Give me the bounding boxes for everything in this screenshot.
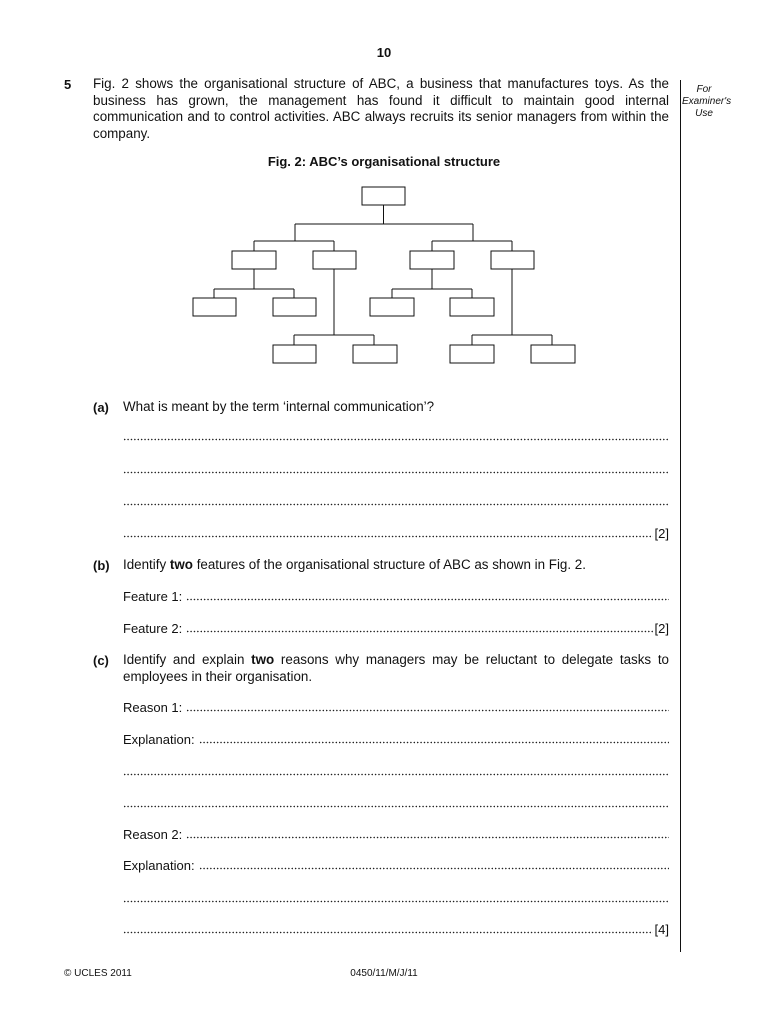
org-box-level2-2 [313,251,356,269]
reason-2-label: Reason 2: [123,827,183,842]
explanation-2-label: Explanation: [123,858,195,873]
marks-label: [2] [654,526,669,541]
org-box-level2-4 [491,251,534,269]
marks-label: [2] [654,621,669,636]
footer-copyright: © UCLES 2011 [64,968,132,979]
answer-line[interactable] [123,525,669,541]
org-box-level2-1 [232,251,276,269]
answer-line[interactable] [123,763,669,779]
question-number: 5 [64,77,72,92]
feature-2-label: Feature 2: [123,621,183,636]
part-a-question: What is meant by the term ‘internal communication’? [123,399,435,414]
page-number: 10 [376,45,392,60]
reason-2-line[interactable] [123,826,669,842]
reason-1-label: Reason 1: [123,700,183,715]
explanation-2-line[interactable] [123,857,669,873]
footer-paper-code: 0450/11/M/J/11 [350,968,418,979]
marks-label: [4] [654,922,669,937]
org-box-level4-2 [353,345,397,363]
part-c-question: Identify and explain two reasons why managers may be reluctant to delegate tasks to employees in their organisation. [123,652,669,684]
org-box-level3-4 [450,298,494,316]
question-intro: Fig. 2 shows the organisational structure of ABC, a business that manufactures toys. As the business has grown, the management has found it difficult to maintain good internal communication and to control activities. ABC always recruits its senior managers from within the company. [93,76,669,141]
answer-line[interactable] [123,890,669,906]
org-box-level4-4 [531,345,575,363]
org-chart [0,0,768,380]
answer-line[interactable] [123,428,669,444]
part-b-question: Identify two features of the organisational structure of ABC as shown in Fig. 2. [123,557,586,572]
org-box-level3-1 [193,298,236,316]
part-b-label: (b) [93,558,110,573]
org-box-level2-3 [410,251,454,269]
org-box-level3-3 [370,298,414,316]
org-box-top [362,187,405,205]
org-box-level4-3 [450,345,494,363]
part-a-label: (a) [93,400,109,415]
feature-1-line[interactable] [123,588,669,604]
feature-2-line[interactable] [123,620,669,636]
org-box-level4-1 [273,345,316,363]
answer-line[interactable] [123,795,669,811]
answer-line[interactable] [123,493,669,509]
examiner-use-label: For Examiner's Use [682,84,732,119]
answer-line[interactable] [123,461,669,477]
feature-1-label: Feature 1: [123,589,183,604]
figure-title: Fig. 2: ABC’s organisational structure [267,154,501,169]
reason-1-line[interactable] [123,699,669,715]
part-c-label: (c) [93,653,109,668]
explanation-1-line[interactable] [123,731,669,747]
explanation-1-label: Explanation: [123,732,195,747]
answer-line[interactable] [123,921,669,937]
org-box-level3-2 [273,298,316,316]
